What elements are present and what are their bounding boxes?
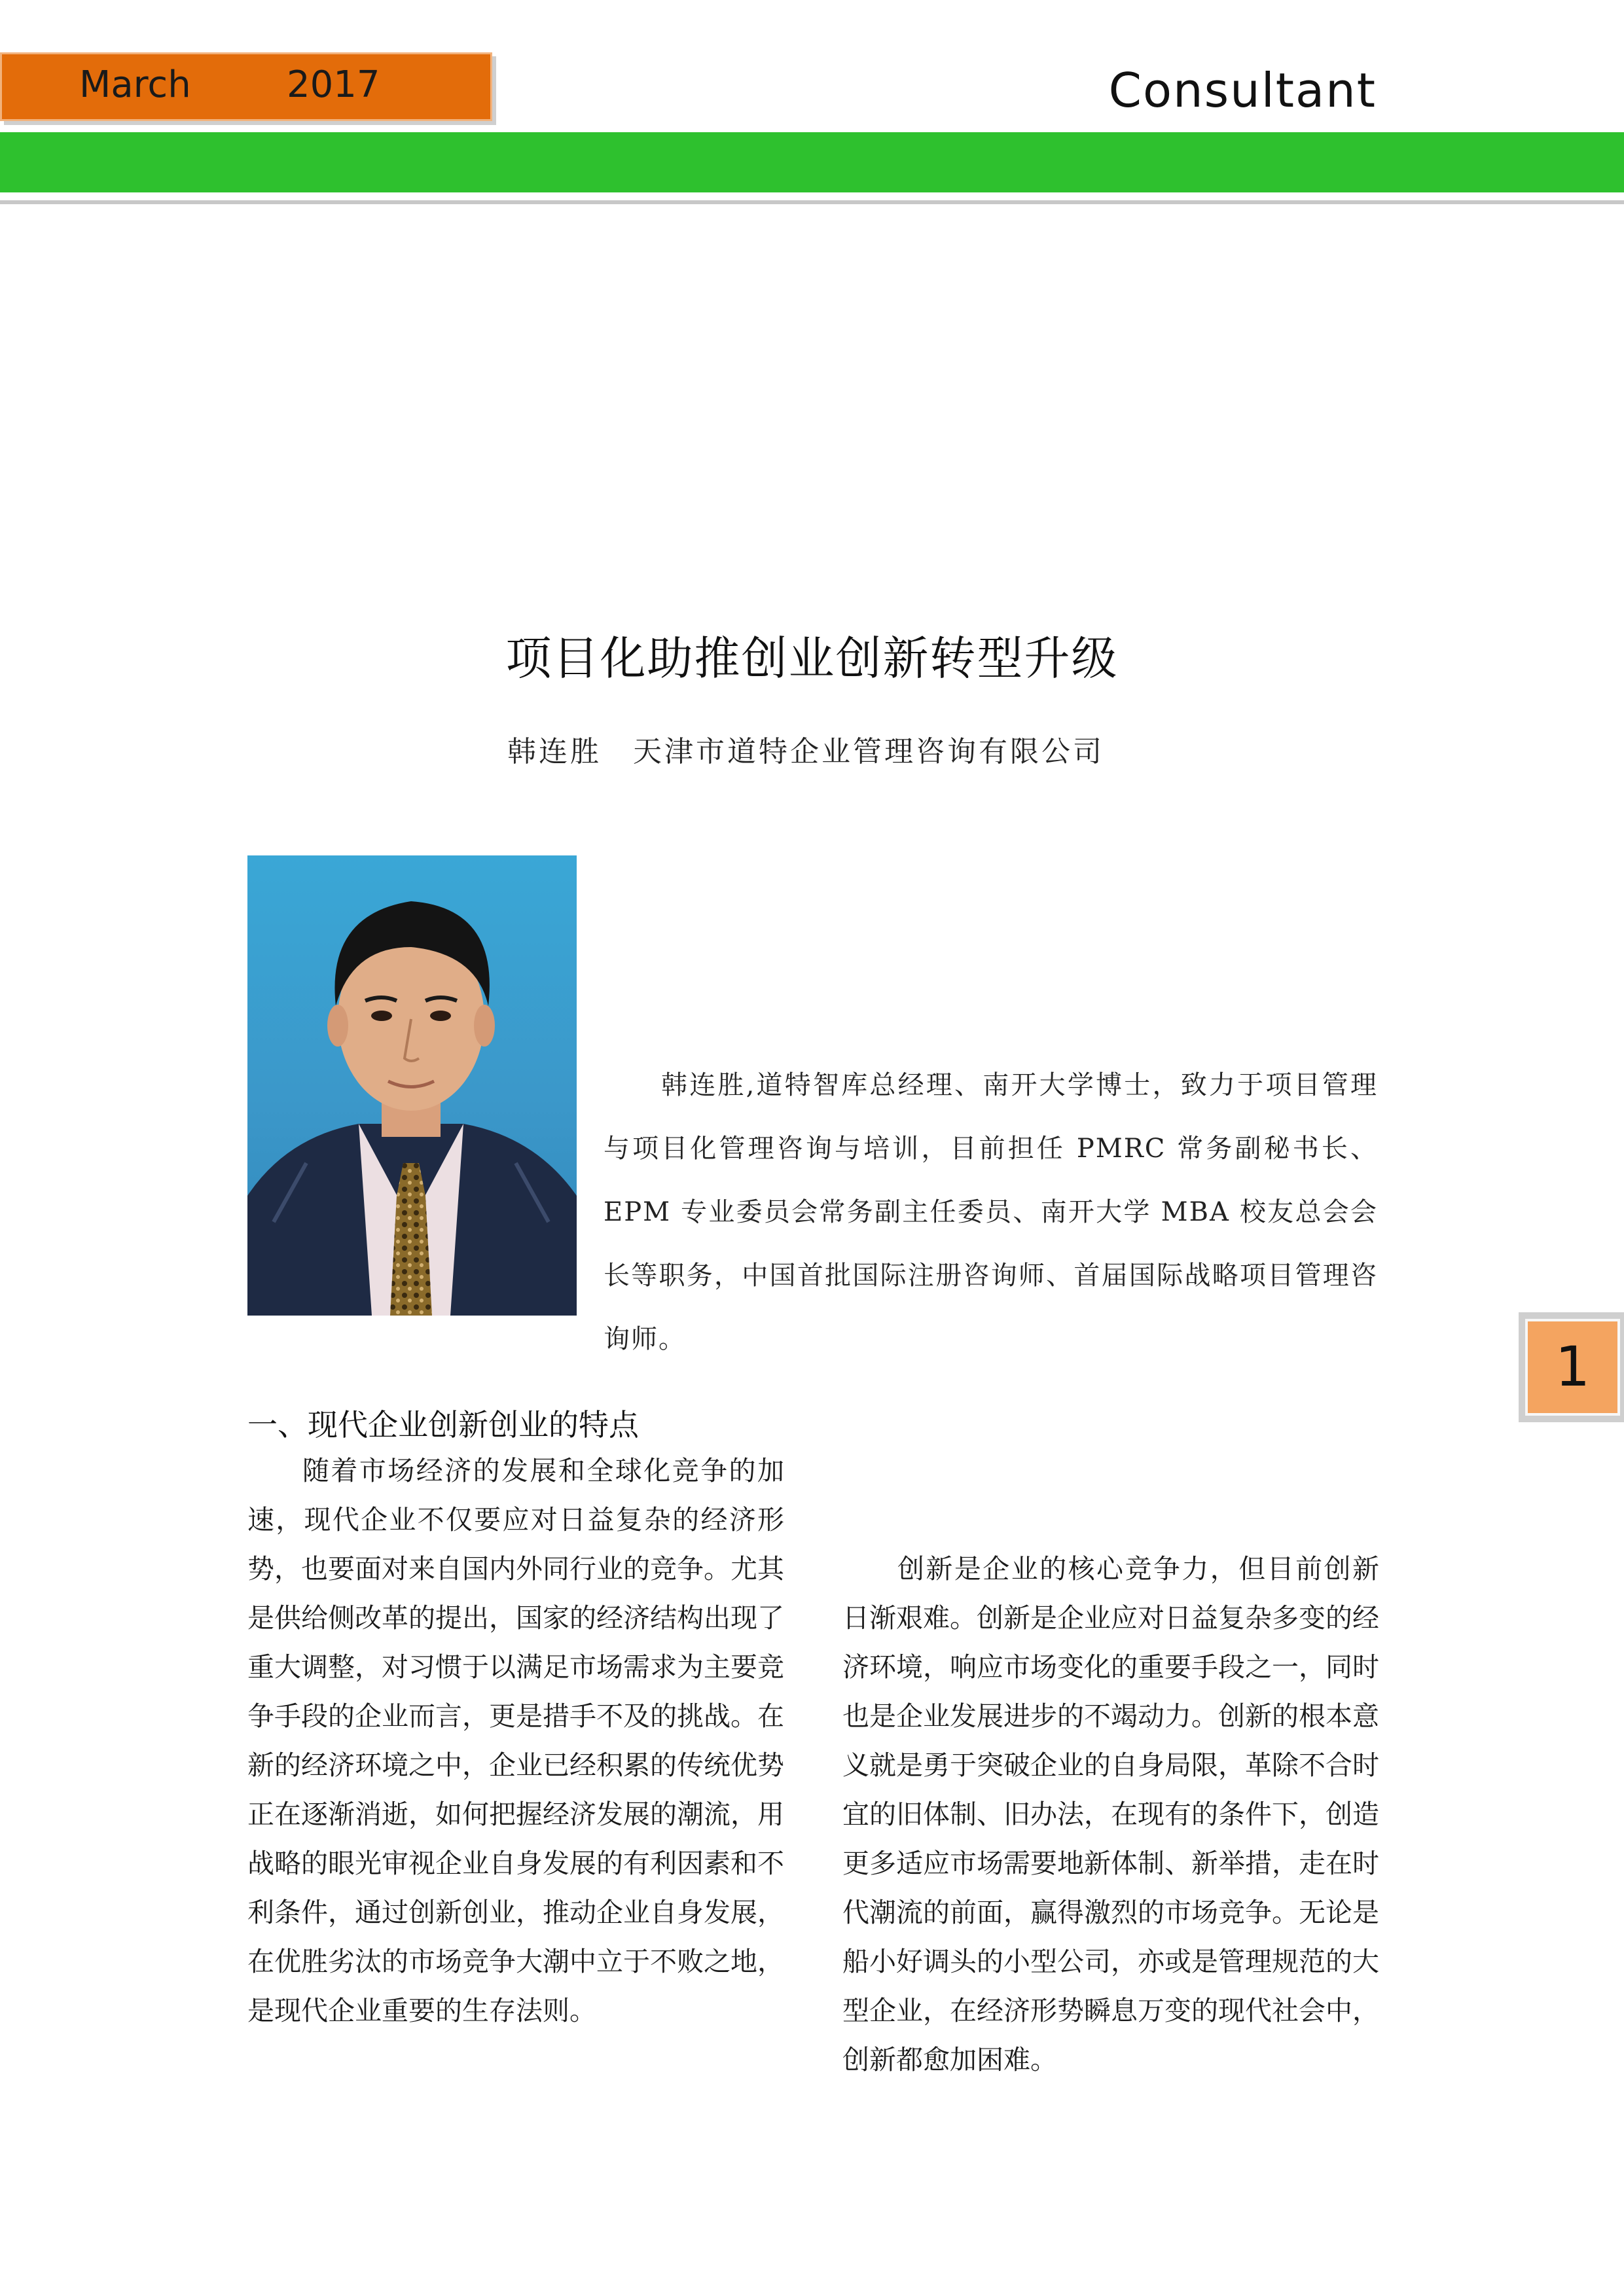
body-paragraph-left: 随着市场经济的发展和全球化竞争的加速，现代企业不仅要应对日益复杂的经济形势，也要面对来自国内外同行业的竞争。尤其是供给侧改革的提出，国家的经济结构出现了重大调整，对习惯于以满足市场需求为主要竞争手段的企业而言，更是措手不及的挑战。在新的经济环境之中，企业已经积累的传统优势正在逐渐消逝，如何把握经济发展的潮流，用战略的眼光审视企业自身发展的有利因素和不利条件，通过创新创业，推动企业自身发展，在优胜劣汰的市场竞争大潮中立于不败之地，是现代企业重要的生存法则。	[247, 1455, 784, 2026]
header-divider	[0, 200, 1624, 204]
byline	[507, 728, 1104, 770]
body-paragraph-right: 创新是企业的核心竞争力，但目前创新日渐艰难。创新是企业应对日益复杂多变的经济环境，响应市场变化的重要手段之一，同时也是企业发展进步的不竭动力。创新的根本意义就是勇于突破企业的自身局限，革除不合时宜的旧体制、旧办法，在现有的条件下，创造更多适应市场需要地新体制、新举措，走在时代潮流的前面，赢得激烈的市场竞争。无论是船小好调头的小型公司，亦或是管理规范的大型企业，在经济形势瞬息万变的现代社会中，创新都愈加困难。	[842, 1553, 1379, 2075]
magazine-title: Consultant	[1108, 63, 1377, 118]
article-title: 项目化助推创业创新转型升级	[505, 632, 1119, 685]
issue-month: March	[79, 63, 191, 106]
author-portrait	[247, 855, 577, 1316]
header-green-bar	[0, 132, 1624, 192]
portrait-illustration	[247, 855, 577, 1316]
author-bio: 韩连胜,道特智库总经理、南开大学博士，致力于项目管理与项目化管理咨询与培训，目前担任 PMRC 常务副秘书长、EPM 专业委员会常务副主任委员、南开大学 MBA 校友总会会长等职务，中国首批国际注册咨询师、首届国际战略项目管理咨询师。	[604, 1070, 1378, 1354]
author-name: 韩连胜	[507, 735, 602, 768]
author-company: 天津市道特企业管理咨询有限公司	[633, 735, 1104, 768]
issue-date-tab	[0, 52, 492, 121]
page-number-tab	[1519, 1312, 1624, 1422]
issue-year: 2017	[287, 63, 380, 106]
page-number: 1	[1555, 1335, 1591, 1399]
section-heading: 一、现代企业创新创业的特点	[247, 1407, 639, 1443]
page-number-box	[1525, 1319, 1620, 1416]
